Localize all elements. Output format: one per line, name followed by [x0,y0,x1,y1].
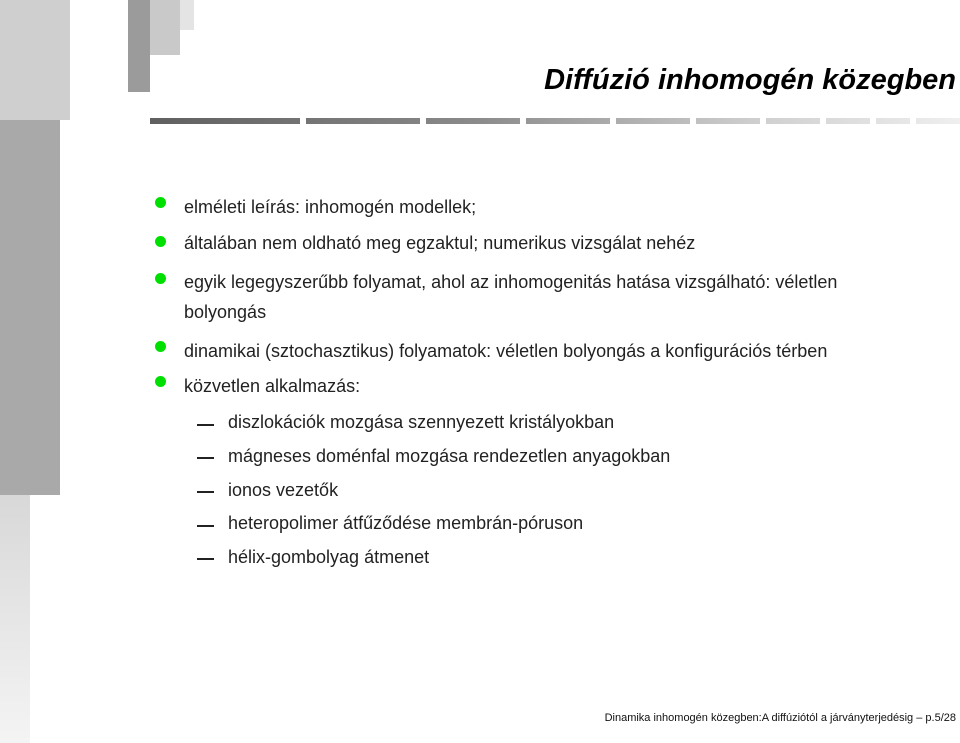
sub-item: diszlokációk mozgása szennyezett kristályokban [228,412,615,432]
decor-block [0,0,70,120]
bullet-dot [155,236,166,247]
sub-item: hélix-gombolyag átmenet [228,547,430,567]
bullet-item: közvetlen alkalmazás: [184,376,361,396]
rule-gap [420,118,426,124]
dash-marker [197,558,214,560]
slide-footer: Dinamika inhomogén közegben:A diffúziótól a járványterjedésig – p.5/28 [604,712,956,724]
bullet-item-continuation: bolyongás [184,302,267,322]
decor-block [0,120,60,495]
rule-gap [910,118,916,124]
rule-gap [520,118,526,124]
sub-item: heteropolimer átfűződése membrán-póruson [228,513,584,533]
sub-item: ionos vezetők [228,480,339,500]
rule-gap [690,118,696,124]
rule-gap [610,118,616,124]
slide-title: Diffúzió inhomogén közegben [544,64,956,96]
bullet-dot [155,197,166,208]
decor-block [180,0,194,30]
bullet-dot [155,273,166,284]
rule-gap [870,118,876,124]
bullet-dot [155,376,166,387]
sub-item: mágneses doménfal mozgása rendezetlen anyagokban [228,446,671,466]
rule-gap [300,118,306,124]
decor-block [128,0,150,92]
bullet-item: egyik legegyszerűbb folyamat, ahol az inhomogenitás hatása vizsgálható: véletlen [184,272,838,292]
dash-marker [197,424,214,426]
dash-marker [197,457,214,459]
dash-marker [197,491,214,493]
bullet-dot [155,341,166,352]
decor-block [0,495,30,743]
bullet-item: általában nem oldható meg egzaktul; numerikus vizsgálat nehéz [184,233,696,253]
title-rule [150,118,960,124]
rule-gap [760,118,766,124]
decor-block [150,0,180,55]
dash-marker [197,525,214,527]
bullet-item: dinamikai (sztochasztikus) folyamatok: véletlen bolyongás a konfigurációs térben [184,341,828,361]
bullet-item: elméleti leírás: inhomogén modellek; [184,197,477,217]
rule-gap [820,118,826,124]
